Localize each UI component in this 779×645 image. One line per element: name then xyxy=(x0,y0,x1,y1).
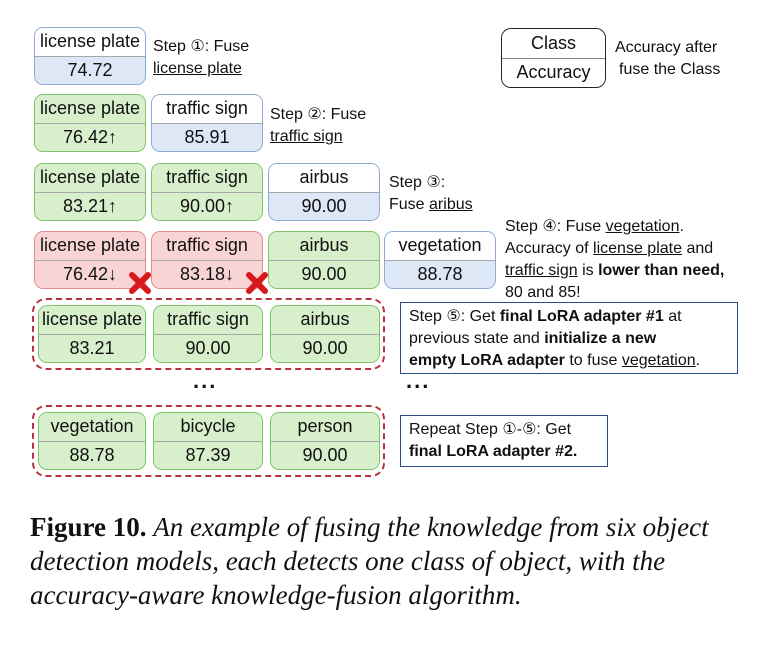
legend-card xyxy=(501,28,606,88)
step3-card-traffic-sign: traffic sign 90.00↑ xyxy=(151,163,263,221)
legend-description: Accuracy after fuse the Class xyxy=(615,39,721,78)
step2-card-traffic-sign: traffic sign 85.91 xyxy=(151,94,263,152)
legend-class-label: Class xyxy=(502,29,605,59)
step1-card-license-plate: license plate 74.72 xyxy=(34,27,146,85)
final-note: Repeat Step ①-⑤: Get final LoRA adapter #2. xyxy=(400,415,608,467)
step3-card-airbus: airbus 90.00 xyxy=(268,163,380,221)
step4-label: Step ④: Fuse vegetation. Accuracy of license plate and traffic sign is lower than need, 80 and 85! xyxy=(505,218,725,301)
step5-card-airbus: airbus 90.00 xyxy=(270,305,380,363)
step1-label: Step ①: Fuse license plate xyxy=(153,38,250,77)
caption-text: An example of fusing the knowledge from six object detection models, each detects one class of object, with the accuracy-aware knowledge-fusion algorithm. xyxy=(30,512,709,610)
step4-card-vegetation: vegetation 88.78 xyxy=(384,231,496,289)
final-card-person: person 90.00 xyxy=(270,412,380,470)
step5-card-license-plate: license plate 83.21 xyxy=(38,305,146,363)
step3-label: Step ③: Fuse aribus xyxy=(389,174,473,213)
step4-card-license-plate: license plate 76.42↓ xyxy=(34,231,146,289)
final-card-vegetation: vegetation 88.78 xyxy=(38,412,146,470)
ellipsis: ... xyxy=(406,368,431,393)
legend-accuracy-label: Accuracy xyxy=(502,59,605,88)
step4-card-traffic-sign: traffic sign 83.18↓ xyxy=(151,231,263,289)
step3-card-license-plate: license plate 83.21↑ xyxy=(34,163,146,221)
cross-icon xyxy=(245,271,269,295)
step2-label: Step ②: Fuse traffic sign xyxy=(270,106,367,145)
final-card-bicycle: bicycle 87.39 xyxy=(153,412,263,470)
figure-caption xyxy=(30,510,755,612)
step5-card-traffic-sign: traffic sign 90.00 xyxy=(153,305,263,363)
step5-note: Step ⑤: Get final LoRA adapter #1 at previous state and initialize a new empty LoRA adapter to fuse vegetation. xyxy=(400,302,738,374)
step2-card-license-plate: license plate 76.42↑ xyxy=(34,94,146,152)
ellipsis: ... xyxy=(193,368,218,393)
caption-label: Figure 10. xyxy=(30,512,147,542)
step4-card-airbus: airbus 90.00 xyxy=(268,231,380,289)
cross-icon xyxy=(128,271,152,295)
